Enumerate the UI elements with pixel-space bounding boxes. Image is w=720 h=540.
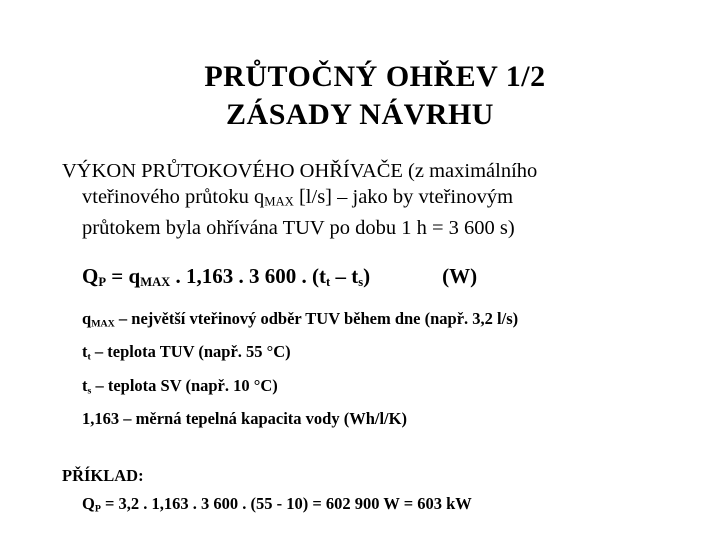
intro-line-1: VÝKON PRŮTOKOVÉHO OHŘÍVAČE (z maximálního (62, 160, 538, 182)
formula-q-subscript: P (98, 274, 107, 289)
def-ts-text: – teplota SV (např. 10 °C) (91, 375, 278, 395)
slide-body (62, 158, 702, 433)
def-ts: t (82, 375, 88, 395)
title-line-1: PRŮTOČNÝ OHŘEV 1/2 (204, 60, 546, 93)
intro-qmax-subscript: MAX (264, 194, 294, 209)
formula-middle: . 1,163 . 3 600 . (t (170, 263, 327, 288)
formula-t-subscript: t (326, 274, 331, 289)
formula-unit: (W) (442, 263, 478, 288)
def-t: t (82, 342, 88, 362)
intro-line-2-suffix: [l/s] – jako by vteřinovým (293, 186, 514, 208)
example-calculation (62, 490, 472, 523)
intro-line-3: průtokem byla ohřívána TUV po dobu 1 h = 3 600 s) (82, 216, 515, 239)
formula-close-paren: ) (363, 263, 371, 288)
formula-max-subscript: MAX (140, 274, 171, 289)
def-tt-subscript: t (87, 351, 91, 363)
def-tt-text: – teplota TUV (např. 55 °C) (90, 342, 291, 362)
example-heading: PŘÍKLAD: (62, 466, 144, 485)
example-section (62, 462, 472, 523)
definition-qmax (82, 305, 702, 338)
definition-heat-capacity: 1,163 – měrná tepelná kapacita vody (Wh/l/K) (82, 409, 407, 429)
formula-minus: – t (330, 263, 359, 288)
def-q-subscript: MAX (91, 318, 115, 330)
formula-q: Q (82, 263, 99, 288)
example-q: Q (82, 494, 95, 513)
intro-line-2-prefix: vteřinového průtoku q (82, 186, 265, 208)
example-q-subscript: P (94, 503, 101, 515)
intro-line-2 (62, 184, 702, 215)
slide-title (0, 58, 720, 134)
intro-paragraph (62, 158, 702, 241)
def-ts-subscript: s (87, 385, 92, 397)
definition-ts (82, 372, 702, 405)
formula-s-subscript: s (358, 274, 364, 289)
definitions-list (62, 305, 702, 433)
power-formula (62, 263, 702, 295)
title-line-2: ZÁSADY NÁVRHU (226, 98, 494, 131)
formula-equals: = q (106, 263, 141, 288)
example-calc-text: = 3,2 . 1,163 . 3 600 . (55 - 10) = 602 900 W = 603 kW (100, 494, 472, 513)
def-qmax-text: – největší vteřinový odběr TUV během dne (např. 3,2 l/s) (114, 308, 519, 328)
definition-tt (82, 338, 702, 371)
def-q: q (82, 308, 92, 328)
